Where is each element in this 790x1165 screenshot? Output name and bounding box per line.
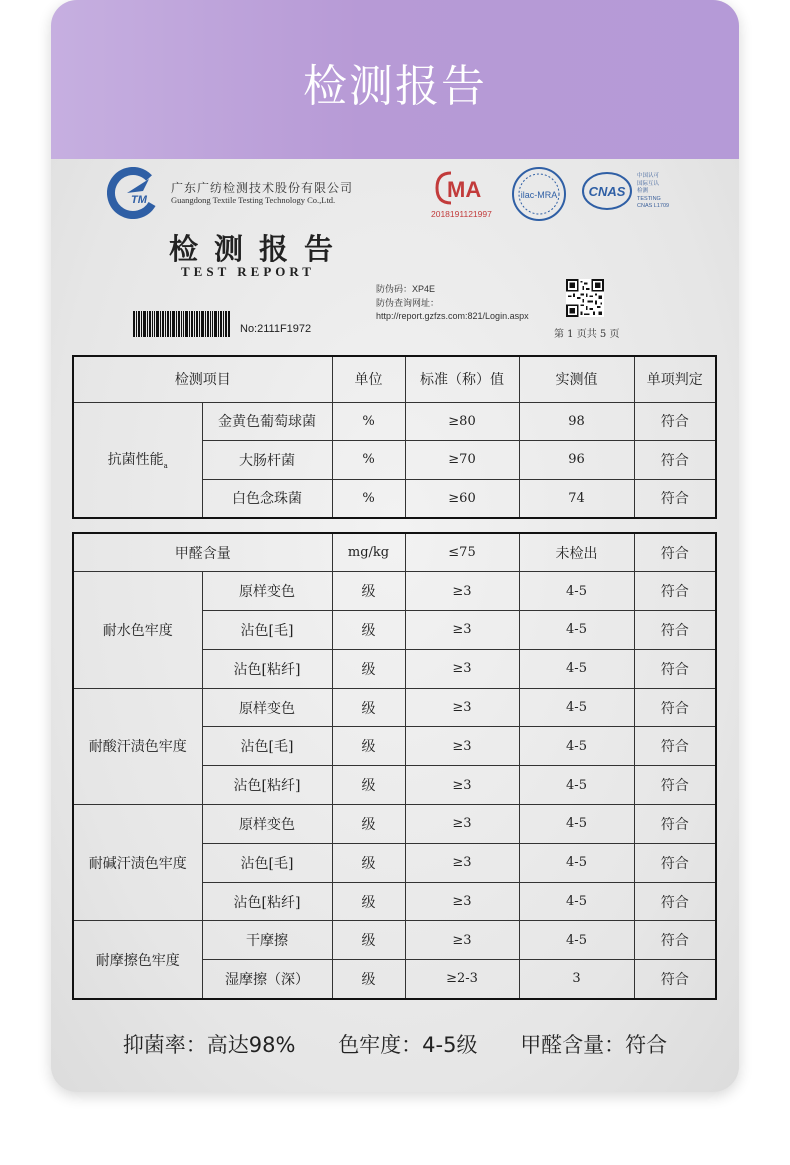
verdict-cell: 符合 <box>634 402 716 441</box>
summary-color-fastness: 色牢度：4-5级 <box>338 1033 478 1057</box>
standard-cell: ≥3 <box>405 611 519 650</box>
group-cell: 耐碱汗渍色牢度 <box>73 805 202 921</box>
unit-cell: 级 <box>332 805 405 844</box>
standard-cell: ≥2-3 <box>405 960 519 999</box>
item-cell: 湿摩擦（深） <box>202 960 332 999</box>
cma-mark-icon <box>433 169 497 207</box>
unit-cell: 级 <box>332 921 405 960</box>
unit-cell: 级 <box>332 766 405 805</box>
report-number: No:2111F1972 <box>240 323 312 335</box>
unit-cell: 级 <box>332 572 405 611</box>
measured-cell: 4-5 <box>519 843 634 882</box>
verdict-cell: 符合 <box>634 921 716 960</box>
verdict-cell: 符合 <box>634 611 716 650</box>
report-paper <box>51 159 739 1092</box>
standard-cell: ≥3 <box>405 649 519 688</box>
item-cell: 沾色[粘纤] <box>202 766 332 805</box>
verdict-cell: 符合 <box>634 649 716 688</box>
table-header-row <box>73 356 716 402</box>
unit-cell: % <box>332 402 405 441</box>
item-cell: 金黄色葡萄球菌 <box>202 402 332 441</box>
unit-cell: 级 <box>332 882 405 921</box>
verdict-cell: 符合 <box>634 843 716 882</box>
standard-cell: ≥3 <box>405 805 519 844</box>
table-row <box>73 572 716 611</box>
company-name-cn: 广东广纺检测技术股份有限公司 <box>171 181 354 195</box>
unit-cell: % <box>332 479 405 518</box>
unit-cell: 级 <box>332 843 405 882</box>
group-antibacterial: 抗菌性能$_a$ <box>73 402 202 518</box>
standard-cell: ≥3 <box>405 766 519 805</box>
verdict-cell: 符合 <box>634 805 716 844</box>
measured-cell: 4-5 <box>519 766 634 805</box>
unit-cell: 级 <box>332 649 405 688</box>
verdict-cell: 符合 <box>634 766 716 805</box>
verdict-cell: 符合 <box>634 572 716 611</box>
ilac-mra-icon <box>510 165 568 223</box>
header-verdict: 单项判定 <box>634 356 716 402</box>
verdict-cell: 符合 <box>634 533 716 572</box>
measured-cell: 4-5 <box>519 921 634 960</box>
standard-cell: ≥3 <box>405 572 519 611</box>
standard-cell: ≥3 <box>405 882 519 921</box>
measured-cell: 98 <box>519 402 634 441</box>
standard-cell: ≥70 <box>405 441 519 480</box>
header-unit: 单位 <box>332 356 405 402</box>
standard-cell: ≤75 <box>405 533 519 572</box>
item-cell: 甲醛含量 <box>73 533 332 572</box>
measured-cell: 未检出 <box>519 533 634 572</box>
unit-cell: % <box>332 441 405 480</box>
unit-cell: 级 <box>332 960 405 999</box>
anti-code: 防伪码：XP4E <box>376 284 436 294</box>
company-name-en: Guangdong Textile Testing Technology Co.,Ltd. <box>171 195 336 205</box>
item-cell: 沾色[毛] <box>202 843 332 882</box>
standard-cell: ≥3 <box>405 921 519 960</box>
standard-cell: ≥3 <box>405 688 519 727</box>
standard-cell: ≥80 <box>405 402 519 441</box>
measured-cell: 4-5 <box>519 572 634 611</box>
svg-text:CNAS: CNAS <box>588 184 626 199</box>
unit-cell: 级 <box>332 688 405 727</box>
unit-cell: 级 <box>332 727 405 766</box>
table-row <box>73 688 716 727</box>
cnas-mark-icon <box>581 171 633 211</box>
measured-cell: 4-5 <box>519 805 634 844</box>
verdict-cell: 符合 <box>634 882 716 921</box>
banner-title: 检测报告 <box>303 61 487 112</box>
measured-cell: 4-5 <box>519 649 634 688</box>
verdict-cell: 符合 <box>634 727 716 766</box>
page-info: 第 1 页共 5 页 <box>554 329 620 340</box>
cnas-text: 中国认可 国际互认 检测 TESTING CNAS L1709 <box>637 173 670 209</box>
group-cell: 耐酸汗渍色牢度 <box>73 688 202 804</box>
measured-cell: 4-5 <box>519 688 634 727</box>
verdict-cell: 符合 <box>634 688 716 727</box>
standard-cell: ≥3 <box>405 843 519 882</box>
group-cell: 耐水色牢度 <box>73 572 202 688</box>
report-title-en: TEST REPORT <box>181 264 315 279</box>
summary-formaldehyde: 甲醛含量：符合 <box>520 1033 668 1057</box>
table-row <box>73 402 716 441</box>
item-cell: 原样变色 <box>202 805 332 844</box>
item-cell: 沾色[粘纤] <box>202 882 332 921</box>
measured-cell: 4-5 <box>519 727 634 766</box>
report-title-cn: 检测报告 <box>169 232 350 266</box>
table-row <box>73 533 716 572</box>
summary-antibacterial: 抑菌率：高达98% <box>122 1033 296 1057</box>
item-cell: 大肠杆菌 <box>202 441 332 480</box>
svg-text:ilac-MRA: ilac-MRA <box>520 190 558 200</box>
item-cell: 干摩擦 <box>202 921 332 960</box>
svg-text:MA: MA <box>447 177 482 202</box>
summary-line <box>51 1029 739 1059</box>
company-logo-icon <box>107 167 159 219</box>
measured-cell: 4-5 <box>519 882 634 921</box>
verdict-cell: 符合 <box>634 441 716 480</box>
item-cell: 白色念珠菌 <box>202 479 332 518</box>
header-standard: 标准（称）值 <box>405 356 519 402</box>
anti-query-label: 防伪查询网址： <box>376 297 440 308</box>
qr-code-icon <box>566 279 604 317</box>
header-item: 检测项目 <box>73 356 332 402</box>
unit-cell: 级 <box>332 611 405 650</box>
table-row <box>73 921 716 960</box>
verdict-cell: 符合 <box>634 479 716 518</box>
item-cell: 原样变色 <box>202 688 332 727</box>
barcode-icon <box>133 311 230 337</box>
report-card <box>51 0 739 1092</box>
measured-cell: 3 <box>519 960 634 999</box>
table-row <box>73 805 716 844</box>
svg-text:TM: TM <box>131 194 147 206</box>
item-cell: 沾色[毛] <box>202 727 332 766</box>
measured-cell: 4-5 <box>519 611 634 650</box>
fastness-table <box>72 532 717 1000</box>
measured-cell: 96 <box>519 441 634 480</box>
measured-cell: 74 <box>519 479 634 518</box>
antibacterial-table <box>72 355 717 519</box>
header-measured: 实测值 <box>519 356 634 402</box>
standard-cell: ≥60 <box>405 479 519 518</box>
group-cell: 耐摩擦色牢度 <box>73 921 202 999</box>
item-cell: 沾色[毛] <box>202 611 332 650</box>
unit-cell: mg/kg <box>332 533 405 572</box>
verdict-cell: 符合 <box>634 960 716 999</box>
anti-query-url: http://report.gzfzs.com:821/Login.aspx <box>376 311 529 321</box>
item-cell: 沾色[粘纤] <box>202 649 332 688</box>
item-cell: 原样变色 <box>202 572 332 611</box>
cma-number: 2018191121997 <box>431 209 492 219</box>
banner <box>51 0 739 159</box>
standard-cell: ≥3 <box>405 727 519 766</box>
anti-counterfeit-info <box>376 283 529 324</box>
